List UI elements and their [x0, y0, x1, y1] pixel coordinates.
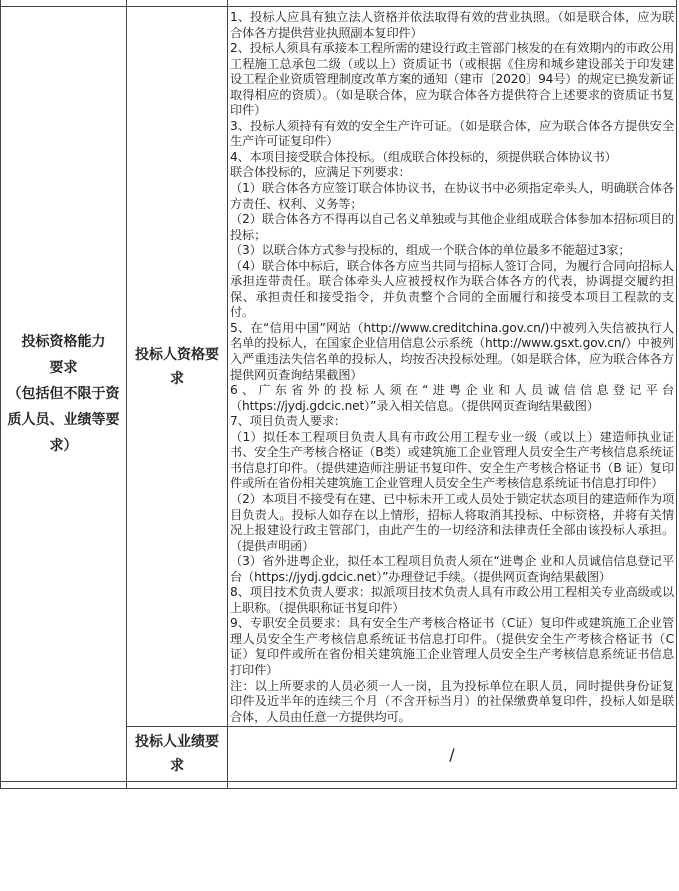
requirement-paragraph: （1）联合体各方应签订联合体协议书，在协议书中必须指定牵头人，明确联合体各方责任、权利、义务等； — [230, 181, 674, 211]
requirement-paragraph: 注：以上所要求的人员必须一人一岗，且为投标单位在职人员，同时提供身份证复印件及近半年的连续三个月（不含开标当月）的社保缴费单复印件，投标人如是联合体，人员由任意一方提供均可。 — [230, 678, 674, 724]
requirement-paragraph: （3）以联合体方式参与投标的，组成一个联合体的单位最多不能超过3家； — [230, 243, 631, 258]
requirement-paragraph: （2）联合体各方不得再以自己名义单独或与其他企业组成联合体参加本招标项目的投标； — [230, 212, 674, 242]
requirement-paragraph: （1）拟任本工程项目负责人具有市政公用工程专业一级（或以上）建造师执业证书、安全生产考核合格证（B类）或建筑施工企业管理人员安全生产考核信息系统证书信息打印件。（提供建造师注册证书复印件、安全生产考核合格证书（B 证）复印件或所在省份相关建筑施工企业管理人员安全生产考核信息系统证书信息打印件） — [230, 429, 674, 491]
requirement-paragraph: 8、项目技术负责人要求：拟派项目技术负责人具有市政公用工程相关专业高级或以上职称。（提供职称证书复印件） — [230, 585, 674, 615]
section-label-line: 质人员、业绩等要 — [7, 412, 120, 429]
requirement-paragraph: 7、项目负责人要求： — [230, 414, 346, 429]
requirement-paragraph: 4、本项目接受联合体投标。（组成联合体投标的，须提供联合体协议书） — [230, 149, 617, 164]
section-label-line: 要求 — [49, 360, 78, 377]
requirement-paragraph: 2、投标人须具有承接本工程所需的建设行政主管部门核发的在有效期内的市政公用工程施工总承包二级（或以上）资质证书（或根据《住房和城乡建设部关于印发建设工程企业资质管理制度改革方案的通知（建市〔2020〕94号）的规定已换发新证取得相应的资质）。（如是联合体，应为联合体各方提供符合上述要求的资质证书复印件） — [230, 41, 674, 118]
requirement-paragraph: 联合体投标的，应满足下列要求： — [230, 165, 411, 180]
requirement-paragraph: 1、投标人应具有独立法人资格并依法取得有效的营业执照。（如是联合体，应为联合体各方提供营业执照副本复印件） — [230, 10, 674, 40]
requirement-paragraph: （4）联合体中标后，联合体各方应当共同与招标人签订合同，为履行合同向招标人承担连带责任。联合体牵头人应被授权作为联合体各方的代表，协调提交履约担保、承担责任和接受指令，并负责整个合同的全面履行和接受本项目工程款的支付。 — [230, 258, 674, 320]
bidder-performance-label-line: 投标人业绩要 — [135, 734, 219, 751]
section-label-line: 投标资格能力 — [21, 334, 106, 351]
requirement-paragraph: 6、广东省外的投标人须在“进粤企业和人员诚信信息登记平台（https://jydj.gdcic.net）”录入相关信息。（提供网页查询结果截图） — [230, 383, 674, 413]
bidder-performance-label-line: 求 — [170, 758, 184, 775]
bidder-qualification-label: 投标人资格要求 — [127, 7, 228, 727]
bidder-qualification-row — [1, 7, 677, 727]
section-label-line: （包括但不限于资 — [7, 386, 120, 403]
requirement-paragraph: 3、投标人须持有有效的安全生产许可证。（如是联合体，应为联合体各方提供安全生产许可证复印件） — [230, 118, 674, 149]
bidder-performance-label — [127, 727, 228, 782]
section-label — [1, 7, 127, 782]
requirement-paragraph: 5、在“信用中国”网站（http://www.creditchina.gov.cn/)中被列入失信被执行人名单的投标人，在国家企业信用信息公示系统（http://www.gsxt.gov.cn/）中被列入严重违法失信名单的投标人，均按否决投标处理。（如是联合体，应为联合体各方提供网页查询结果截图） — [230, 320, 674, 382]
requirement-paragraph: （2）本项目不接受有在建、已中标未开工或人员处于锁定状态项目的建造师作为项目负责人。投标人如存在以上情形，招标人将取消其投标、中标资格，并将有关情况上报建设行政主管部门，由此产生的一切经济和法律责任全部由该投标人承担。（提供声明函） — [230, 491, 674, 553]
requirement-paragraph: （3）省外进粤企业，拟任本工程项目负责人须在“进粤企 业和人员诚信信息登记平台（https://jydj.gdcic.net）”办理登记手续。（提供网页查询结果截图） — [230, 554, 674, 584]
next-row-stub — [1, 782, 677, 789]
requirement-paragraph: 9、专职安全员要求：具有安全生产考核合格证书（C证）复印件或建筑施工企业管理人员安全生产考核信息系统证书信息打印件。（提供安全生产考核合格证书（C 证）复印件或所在省份相关建筑施工企业管理人员安全生产考核信息系统证书信息打印件） — [230, 616, 674, 677]
bidder-performance-value: / — [228, 727, 677, 782]
bidder-qualification-content — [228, 7, 677, 727]
section-label-line: 求） — [49, 438, 78, 455]
